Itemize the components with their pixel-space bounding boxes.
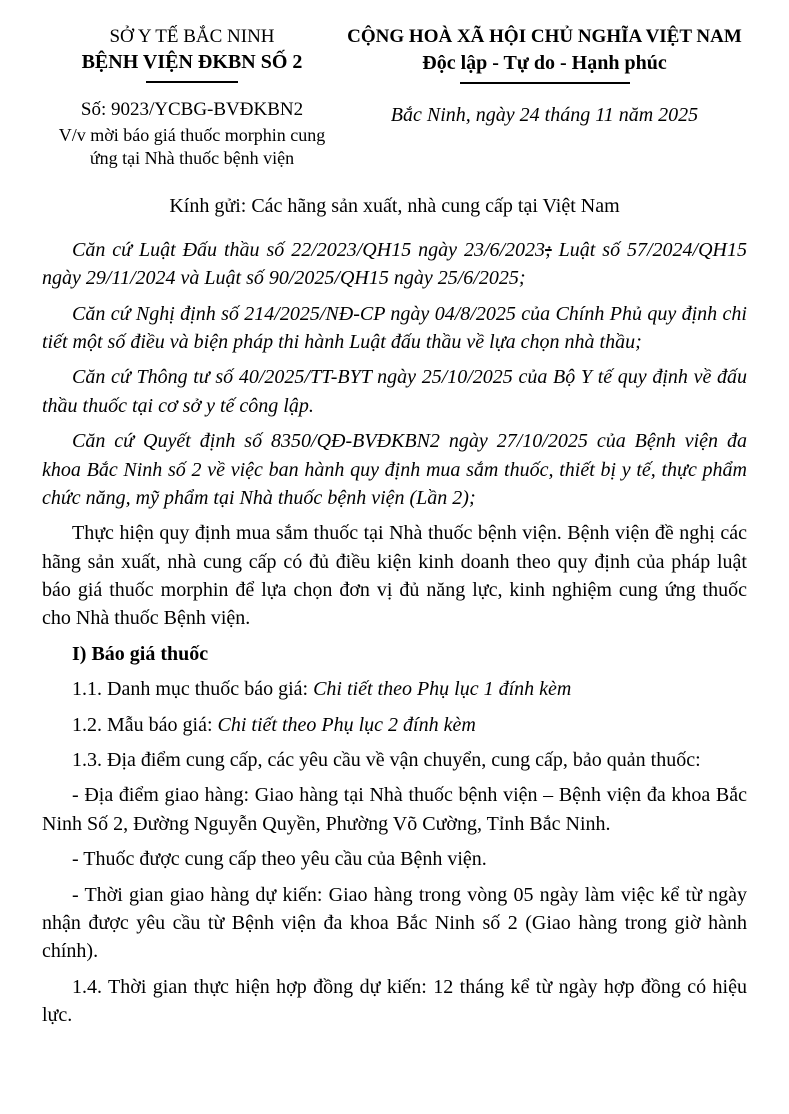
org-underline (146, 81, 238, 83)
citation-circular (42, 363, 747, 420)
text-run: Căn cứ Quyết định số 8350/QĐ-BVĐKBN2 ngày 27/10/2025 của Bệnh viện đa khoa Bắc Ninh số 2 về việc ban hành quy định mua sắm thuốc, thiết bị y tế, thực phẩm chức năng, mỹ phẩm tại Nhà thuốc bệnh viện (Lần 2); (42, 430, 747, 509)
citation-decision (42, 427, 747, 512)
text-run: Căn cứ Thông tư số 40/2025/TT-BYT ngày 25/10/2025 của Bộ Y tế quy định về đấu thầu thuốc tại cơ sở y tế công lập. (42, 366, 747, 417)
place-and-date: Bắc Ninh, ngày 24 tháng 11 năm 2025 (390, 104, 699, 126)
item-1-4 (42, 973, 747, 1030)
motto-underline (460, 82, 630, 84)
bullet-delivery-location (42, 781, 747, 838)
text-run: 1.3. Địa điểm cung cấp, các yêu cầu về vận chuyển, cung cấp, bảo quản thuốc: (72, 749, 701, 772)
national-motto: Độc lập - Tự do - Hạnh phúc (422, 52, 667, 74)
text-run: Luật số 57/2024/QH15 ngày 29/11/2024 và Luật số 90/2025/QH15 ngày 25/6/2025; (42, 238, 748, 290)
document-subject-line2: ứng tại Nhà thuốc bệnh viện (89, 148, 295, 169)
text-run: Căn cứ Nghị định số 214/2025/NĐ-CP ngày 04/8/2025 của Chính Phủ quy định chi tiết một số điều và biện pháp thi hành Luật đấu thầu về lựa chọn nhà thầu; (42, 302, 747, 353)
document-header (42, 26, 747, 171)
document-number: Số: 9023/YCBG-BVĐKBN2 (80, 99, 304, 120)
text-run: Căn cứ Luật Đấu thầu số 22/2023/QH15 ngày 23/6/2023 (72, 238, 546, 261)
intro-request (42, 519, 747, 633)
text-run: ; (545, 238, 552, 261)
text-run: I) Báo giá thuốc (72, 642, 209, 665)
text-run: Chi tiết theo Phụ lục 2 đính kèm (217, 713, 476, 736)
national-title: CỘNG HOÀ XÃ HỘI CHỦ NGHĨA VIỆT NAM (347, 26, 742, 47)
text-run: 1.1. Danh mục thuốc báo giá: (72, 678, 314, 701)
document-subject (42, 124, 342, 171)
document-body (42, 236, 747, 1030)
item-1-1 (42, 675, 747, 703)
salutation: Kính gửi: Các hãng sản xuất, nhà cung cấp tại Việt Nam (169, 194, 620, 217)
text-run: 1.2. Mẫu báo giá: (72, 713, 218, 736)
bullet-delivery-time (42, 881, 747, 966)
citation-law (42, 236, 747, 293)
item-1-2 (42, 711, 747, 739)
text-run: - Thời gian giao hàng dự kiến: Giao hàng trong vòng 05 ngày làm việc kể từ ngày nhận được yêu cầu từ Bệnh viện đa khoa Bắc Ninh số 2 (Giao hàng trong giờ hành chính). (42, 883, 747, 963)
text-run: - Địa điểm giao hàng: Giao hàng tại Nhà thuốc bệnh viện – Bệnh viện đa khoa Bắc Ninh Số 2, Đường Nguyễn Quyền, Phường Võ Cường, Tỉnh Bắc Ninh. (42, 784, 747, 835)
issuing-org-block (42, 26, 342, 171)
citation-decree (42, 300, 747, 357)
text-run: - Thuốc được cung cấp theo yêu cầu của Bệnh viện. (72, 848, 487, 871)
text-run: Thực hiện quy định mua sắm thuốc tại Nhà thuốc bệnh viện. Bệnh viện đề nghị các hãng sản xuất, nhà cung cấp có đủ điều kiện kinh doanh theo quy định của pháp luật báo giá thuốc morphin để lựa chọn đơn vị đủ năng lực, kinh nghiệm cung ứng thuốc cho Nhà thuốc Bệnh viện. (42, 522, 747, 630)
text-run: Chi tiết theo Phụ lục 1 đính kèm (313, 678, 572, 701)
item-1-3 (42, 746, 747, 774)
bullet-supply-on-demand (42, 845, 747, 873)
section-1-heading (42, 640, 747, 668)
national-header-block (342, 26, 747, 127)
document-subject-line1: V/v mời báo giá thuốc morphin cung (58, 125, 326, 145)
parent-org-name: SỞ Y TẾ BẮC NINH (109, 26, 275, 47)
text-run: 1.4. Thời gian thực hiện hợp đồng dự kiến: 12 tháng kể từ ngày hợp đồng có hiệu lực. (42, 975, 747, 1027)
org-name: BỆNH VIỆN ĐKBN SỐ 2 (81, 51, 303, 73)
